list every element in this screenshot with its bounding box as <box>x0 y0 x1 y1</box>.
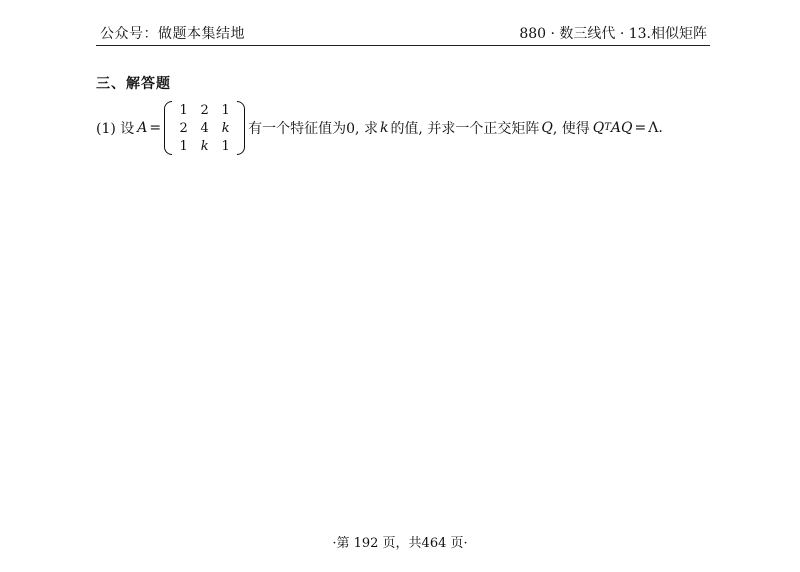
matrix-cell: 1 <box>221 102 230 118</box>
matrix-cell: k <box>221 120 230 136</box>
matrix-cell: 4 <box>200 120 209 136</box>
problem-prefix: (1) 设 <box>96 121 135 137</box>
header-left-text: 公众号：做题本集结地 <box>100 26 245 42</box>
matrix-cell: 2 <box>200 102 209 118</box>
matrix-cell: 1 <box>221 138 230 154</box>
matrix-left-paren <box>164 101 172 155</box>
matrix-grid <box>172 101 237 155</box>
matrix-name: A <box>137 120 148 136</box>
variable-Q: Q <box>541 120 553 136</box>
matrix-cell: 2 <box>179 120 188 136</box>
problem-text-1: 有一个特征值为0, 求 <box>248 121 378 137</box>
matrix-right-paren <box>237 101 245 155</box>
expr-AQ: AQ <box>610 120 633 136</box>
matrix-A <box>164 101 245 155</box>
problem-1: (1) 设 A = 1 2 1 2 4 k 1 k 1 有一个特征值为0, 求 k 的值, 并求一个正交矩阵 Q , 使得 Q T AQ = Λ . <box>96 102 663 154</box>
header-divider <box>96 45 710 46</box>
page-footer: ·第 192 页，共464 页· <box>332 536 468 551</box>
variable-k: k <box>379 120 389 136</box>
expr-lambda: Λ <box>648 120 659 136</box>
equals-sign: = <box>149 120 162 136</box>
problem-text-2: 的值, 并求一个正交矩阵 <box>390 121 540 137</box>
matrix-cell: 1 <box>179 102 188 118</box>
header-right-text: 880 · 数三线代 · 13.相似矩阵 <box>519 26 707 42</box>
matrix-cell: k <box>200 138 209 154</box>
matrix-cell: 1 <box>179 138 188 154</box>
problem-end: . <box>658 120 663 136</box>
expr-equals: = <box>634 120 647 136</box>
section-title: 三、解答题 <box>96 76 171 92</box>
expr-Q: Q <box>592 120 605 136</box>
problem-text-3: , 使得 <box>552 121 590 137</box>
